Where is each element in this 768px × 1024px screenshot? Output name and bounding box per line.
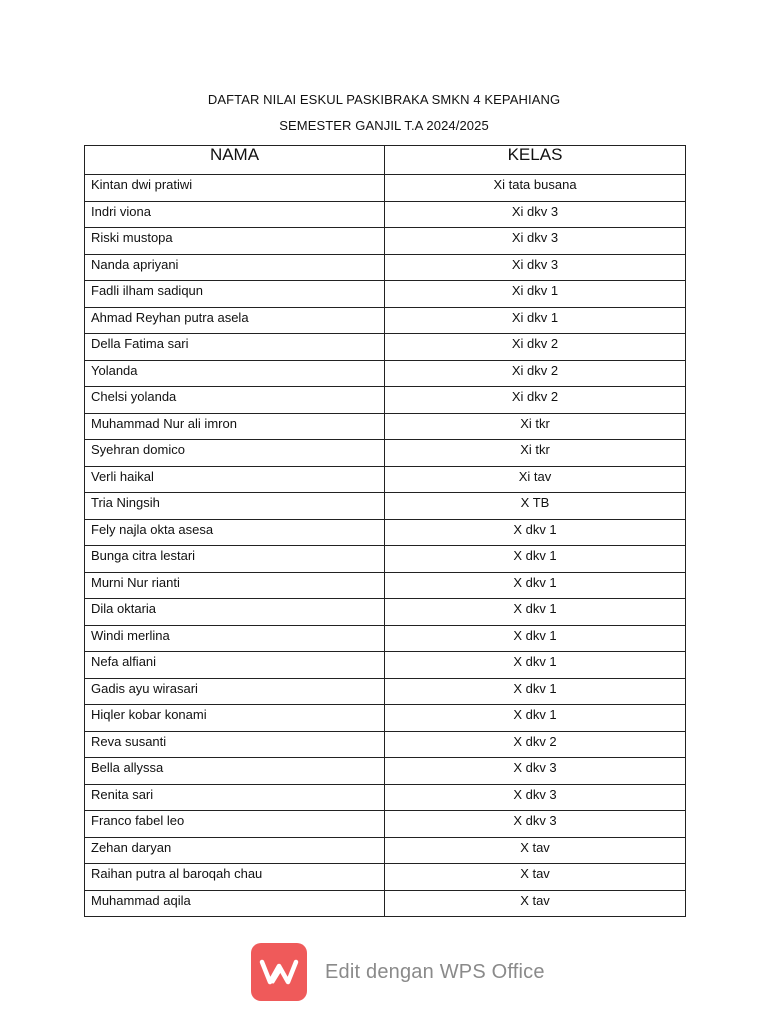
table-row — [85, 228, 686, 255]
cell-nama: Bella allyssa — [85, 758, 385, 785]
table-row — [85, 625, 686, 652]
cell-kelas: X dkv 1 — [385, 599, 686, 626]
cell-kelas: Xi dkv 1 — [385, 307, 686, 334]
cell-kelas: Xi tkr — [385, 413, 686, 440]
cell-nama: Nefa alfiani — [85, 652, 385, 679]
table-row — [85, 519, 686, 546]
cell-nama: Yolanda — [85, 360, 385, 387]
cell-nama: Fely najla okta asesa — [85, 519, 385, 546]
cell-nama: Nanda apriyani — [85, 254, 385, 281]
document-subtitle: SEMESTER GANJIL T.A 2024/2025 — [279, 118, 489, 133]
table-row — [85, 175, 686, 202]
table-row — [85, 837, 686, 864]
table-row — [85, 572, 686, 599]
cell-nama: Gadis ayu wirasari — [85, 678, 385, 705]
table-row — [85, 758, 686, 785]
cell-kelas: Xi dkv 1 — [385, 281, 686, 308]
table-row — [85, 599, 686, 626]
cell-nama: Windi merlina — [85, 625, 385, 652]
cell-nama: Ahmad Reyhan putra asela — [85, 307, 385, 334]
table-row — [85, 864, 686, 891]
cell-kelas: Xi dkv 2 — [385, 387, 686, 414]
student-table — [84, 145, 686, 917]
cell-kelas: X TB — [385, 493, 686, 520]
cell-nama: Chelsi yolanda — [85, 387, 385, 414]
table-row — [85, 281, 686, 308]
table-row — [85, 307, 686, 334]
cell-nama: Della Fatima sari — [85, 334, 385, 361]
cell-kelas: Xi dkv 3 — [385, 228, 686, 255]
table-row — [85, 678, 686, 705]
wps-office-logo-icon[interactable] — [251, 943, 307, 1001]
column-header-nama: NAMA — [85, 146, 385, 175]
wps-edit-label[interactable]: Edit dengan WPS Office — [325, 960, 545, 983]
table-row — [85, 466, 686, 493]
cell-kelas: X dkv 1 — [385, 625, 686, 652]
table-row — [85, 546, 686, 573]
cell-kelas: X dkv 1 — [385, 652, 686, 679]
cell-nama: Hiqler kobar konami — [85, 705, 385, 732]
table-row — [85, 731, 686, 758]
table-header-row — [85, 146, 686, 175]
cell-nama: Franco fabel leo — [85, 811, 385, 838]
cell-nama: Renita sari — [85, 784, 385, 811]
cell-kelas: Xi tav — [385, 466, 686, 493]
cell-kelas: X dkv 1 — [385, 519, 686, 546]
table-row — [85, 652, 686, 679]
cell-kelas: X dkv 3 — [385, 784, 686, 811]
table-row — [85, 387, 686, 414]
table-row — [85, 360, 686, 387]
cell-kelas: X dkv 1 — [385, 678, 686, 705]
cell-kelas: X dkv 3 — [385, 811, 686, 838]
cell-kelas: X dkv 2 — [385, 731, 686, 758]
cell-kelas: X tav — [385, 890, 686, 917]
cell-kelas: X dkv 1 — [385, 705, 686, 732]
table-row — [85, 811, 686, 838]
cell-nama: Reva susanti — [85, 731, 385, 758]
cell-kelas: X dkv 1 — [385, 546, 686, 573]
cell-kelas: Xi dkv 2 — [385, 334, 686, 361]
table-row — [85, 493, 686, 520]
cell-kelas: Xi tkr — [385, 440, 686, 467]
table-row — [85, 334, 686, 361]
wps-edit-banner[interactable] — [251, 943, 545, 1001]
table-row — [85, 201, 686, 228]
cell-nama: Raihan putra al baroqah chau — [85, 864, 385, 891]
cell-kelas: X tav — [385, 864, 686, 891]
cell-nama: Verli haikal — [85, 466, 385, 493]
cell-nama: Muhammad aqila — [85, 890, 385, 917]
cell-nama: Tria Ningsih — [85, 493, 385, 520]
cell-kelas: Xi tata busana — [385, 175, 686, 202]
column-header-kelas: KELAS — [385, 146, 686, 175]
cell-nama: Indri viona — [85, 201, 385, 228]
cell-kelas: X tav — [385, 837, 686, 864]
cell-nama: Zehan daryan — [85, 837, 385, 864]
cell-kelas: X dkv 1 — [385, 572, 686, 599]
cell-nama: Fadli ilham sadiqun — [85, 281, 385, 308]
cell-nama: Kintan dwi pratiwi — [85, 175, 385, 202]
table-row — [85, 890, 686, 917]
cell-kelas: Xi dkv 2 — [385, 360, 686, 387]
cell-nama: Syehran domico — [85, 440, 385, 467]
table-row — [85, 413, 686, 440]
cell-kelas: X dkv 3 — [385, 758, 686, 785]
cell-kelas: Xi dkv 3 — [385, 254, 686, 281]
cell-nama: Dila oktaria — [85, 599, 385, 626]
cell-nama: Muhammad Nur ali imron — [85, 413, 385, 440]
table-row — [85, 254, 686, 281]
table-row — [85, 784, 686, 811]
table-body — [85, 175, 686, 917]
cell-nama: Bunga citra lestari — [85, 546, 385, 573]
table-row — [85, 440, 686, 467]
cell-nama: Murni Nur rianti — [85, 572, 385, 599]
cell-kelas: Xi dkv 3 — [385, 201, 686, 228]
document-title: DAFTAR NILAI ESKUL PASKIBRAKA SMKN 4 KEPAHIANG — [207, 92, 561, 107]
cell-nama: Riski mustopa — [85, 228, 385, 255]
table-row — [85, 705, 686, 732]
